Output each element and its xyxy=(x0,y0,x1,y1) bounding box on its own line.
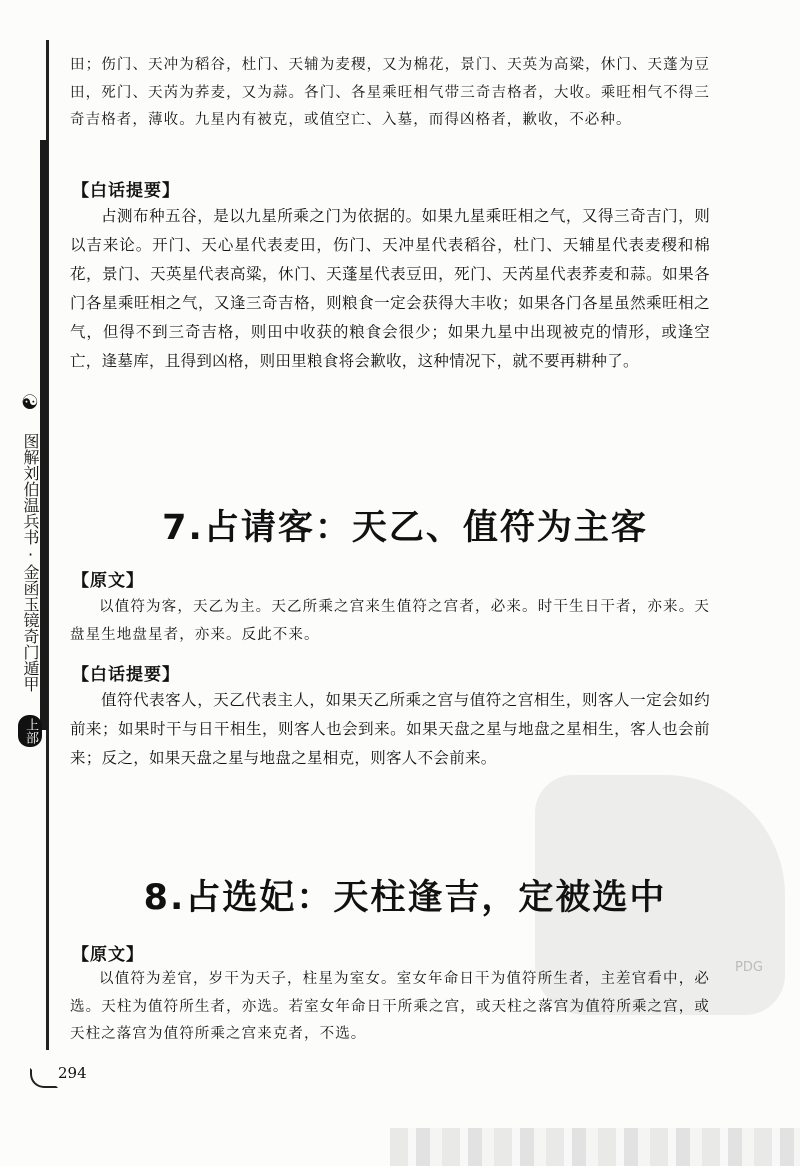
side-title-text: 图解刘伯温兵书·金函玉镜奇门遁甲 xyxy=(21,433,40,692)
watermark-text: PDG xyxy=(735,960,763,975)
section7-explain-label: 【白话提要】 xyxy=(72,665,180,685)
page-corner-swirl-icon xyxy=(30,1068,58,1088)
section7-original-text: 以值符为客，天乙为主。天乙所乘之宫来生值符之宫者，必来。时干生日干者，亦来。天盘星生地盘星者，亦来。反此不来。 xyxy=(70,599,710,643)
section8-heading: 8.占选妃：天柱逢吉，定被选中 xyxy=(143,878,667,918)
block1-explain-text: 占测布种五谷，是以九星所乘之门为依据的。如果九星乘旺相之气，又得三奇吉门，则以吉来论。开门、天心星代表麦田，伤门、天冲星代表稻谷，杜门、天辅星代表麦稷和棉花，景门、天英星代表高粱，休门、天蓬星代表豆田，死门、天芮星代表荞麦和蒜。如果各门各星乘旺相之气，又逢三奇吉格，则粮食一定会获得大丰收；如果各门各星虽然乘旺相之气，但得不到三奇吉格，则田中收获的粮食会很少；如果九星中出现被克的情形，或逢空亡，逢墓库，且得到凶格，则田里粮食将会歉收，这种情况下，就不要再耕种了。 xyxy=(70,207,710,370)
side-title xyxy=(16,390,42,747)
scan-noise xyxy=(390,1128,800,1166)
section7-heading: 7.占请客：天乙、值符为主客 xyxy=(162,508,648,548)
section7-explain-text: 值符代表客人，天乙代表主人，如果天乙所乘之宫与值符之宫相生，则客人一定会如约前来；如果时干与日干相生，则客人也会到来。如果天盘之星与地盘之星相生，客人也会前来；反之，如果天盘之星与地盘之星相克，则客人不会前来。 xyxy=(70,691,710,767)
yin-yang-icon: ☯ xyxy=(18,390,42,414)
block1-classic-text: 田；伤门、天冲为稻谷，杜门、天辅为麦稷，又为棉花，景门、天英为高粱，休门、天蓬为豆田，死门、天芮为荞麦，又为蒜。各门、各星乘旺相气带三奇吉格者，大收。乘旺相气不得三奇吉格者，薄收。九星内有被克，或值空亡、入墓，而得凶格者，歉收，不必种。 xyxy=(70,57,710,128)
page-number: 294 xyxy=(58,1064,87,1082)
section8-original-label: 【原文】 xyxy=(72,945,144,965)
block1-explain-label: 【白话提要】 xyxy=(72,181,180,201)
section8-original-text: 以值符为差官，岁干为天子，柱星为室女。室女年命日干为值符所生者，主差官看中，必选。天柱为值符所生者，亦选。若室女年命日干所乘之宫，或天柱之落宫为值符所乘之宫，或天柱之落宫为值符所乘之宫来克者，不选。 xyxy=(70,971,710,1042)
section7-original-label: 【原文】 xyxy=(72,571,144,591)
side-title-badge: 上部 xyxy=(18,715,42,747)
